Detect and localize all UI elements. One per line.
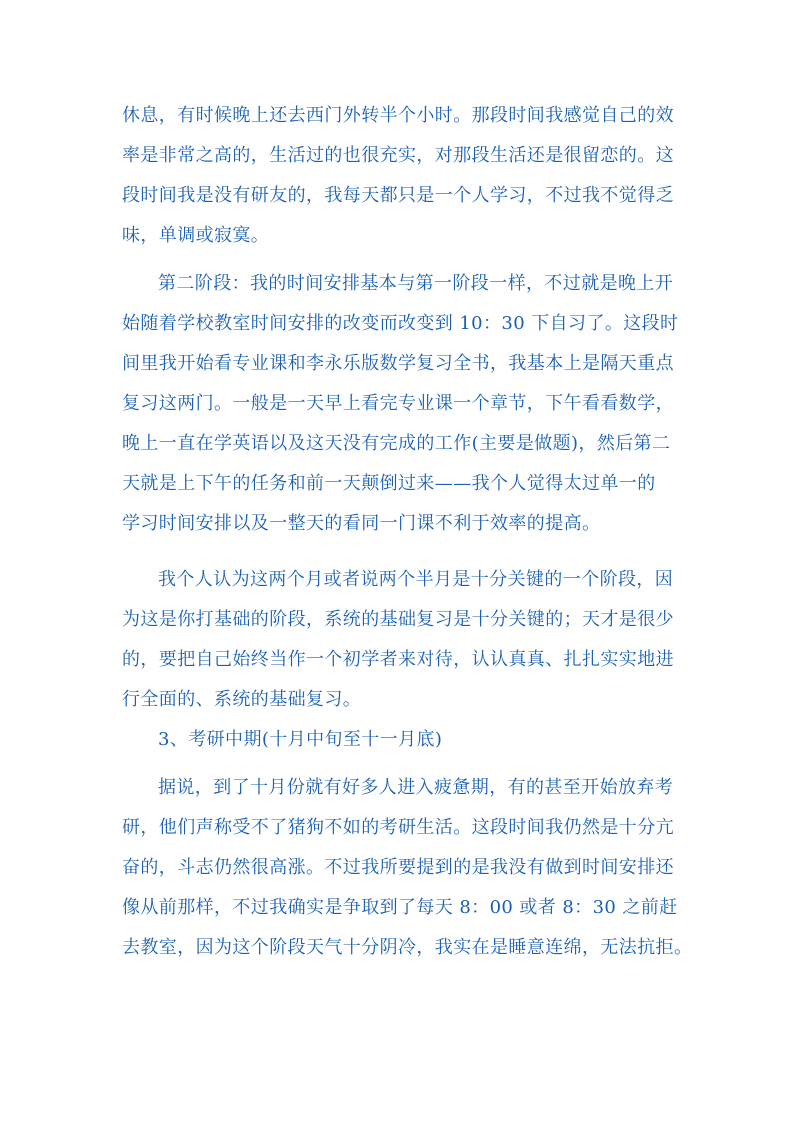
paragraph-1-line-1: 休息，有时候晚上还去西门外转半个小时。那段时间我感觉自己的效 (122, 105, 674, 126)
paragraph-2-line-5: 晚上一直在学英语以及这天没有完成的工作(主要是做题)，然后第二 (122, 433, 671, 454)
paragraph-2-line-2: 始随着学校教室时间安排的改变而改变到 10：30 下自习了。这段时 (122, 313, 679, 334)
paragraph-2-line-6: 天就是上下午的任务和前一天颠倒过来——我个人觉得太过单一的 (122, 473, 656, 494)
paragraph-4-line-1: 据说，到了十月份就有好多人进入疲惫期，有的甚至开始放弃考 (158, 777, 674, 798)
paragraph-3-line-3: 的，要把自己始终当作一个初学者来对待，认认真真、扎扎实实地进 (122, 649, 674, 670)
paragraph-2-line-7: 学习时间安排以及一整天的看同一门课不利于效率的提高。 (122, 513, 601, 534)
paragraph-1-line-3: 段时间我是没有研友的，我每天都只是一个人学习，不过我不觉得乏 (122, 185, 674, 206)
paragraph-3-line-1: 我个人认为这两个月或者说两个半月是十分关键的一个阶段，因 (158, 569, 674, 590)
paragraph-2-line-3: 间里我开始看专业课和李永乐版数学复习全书，我基本上是隔天重点 (122, 353, 674, 374)
paragraph-1-line-4: 味，单调或寂寞。 (122, 225, 270, 246)
paragraph-2-line-4: 复习这两门。一般是一天早上看完专业课一个章节，下午看看数学， (122, 393, 674, 414)
paragraph-2-line-1: 第二阶段：我的时间安排基本与第一阶段一样，不过就是晚上开 (158, 273, 674, 294)
paragraph-3-line-4: 行全面的、系统的基础复习。 (122, 689, 362, 710)
paragraph-4-line-5: 去教室，因为这个阶段天气十分阴冷，我实在是睡意连绵，无法抗拒。 (122, 937, 693, 958)
paragraph-3-line-2: 为这是你打基础的阶段，系统的基础复习是十分关键的；天才是很少 (122, 609, 674, 630)
paragraph-1-line-2: 率是非常之高的，生活过的也很充实，对那段生活还是很留恋的。这 (122, 145, 674, 166)
paragraph-4-line-2: 研，他们声称受不了猪狗不如的考研生活。这段时间我仍然是十分亢 (122, 817, 674, 838)
paragraph-4-line-3: 奋的，斗志仍然很高涨。不过我所要提到的是我没有做到时间安排还 (122, 857, 674, 878)
paragraph-4-line-4: 像从前那样，不过我确实是争取到了每天 8：00 或者 8：30 之前赶 (122, 897, 678, 918)
section-heading-3: 3、考研中期(十月中旬至十一月底) (158, 729, 443, 750)
